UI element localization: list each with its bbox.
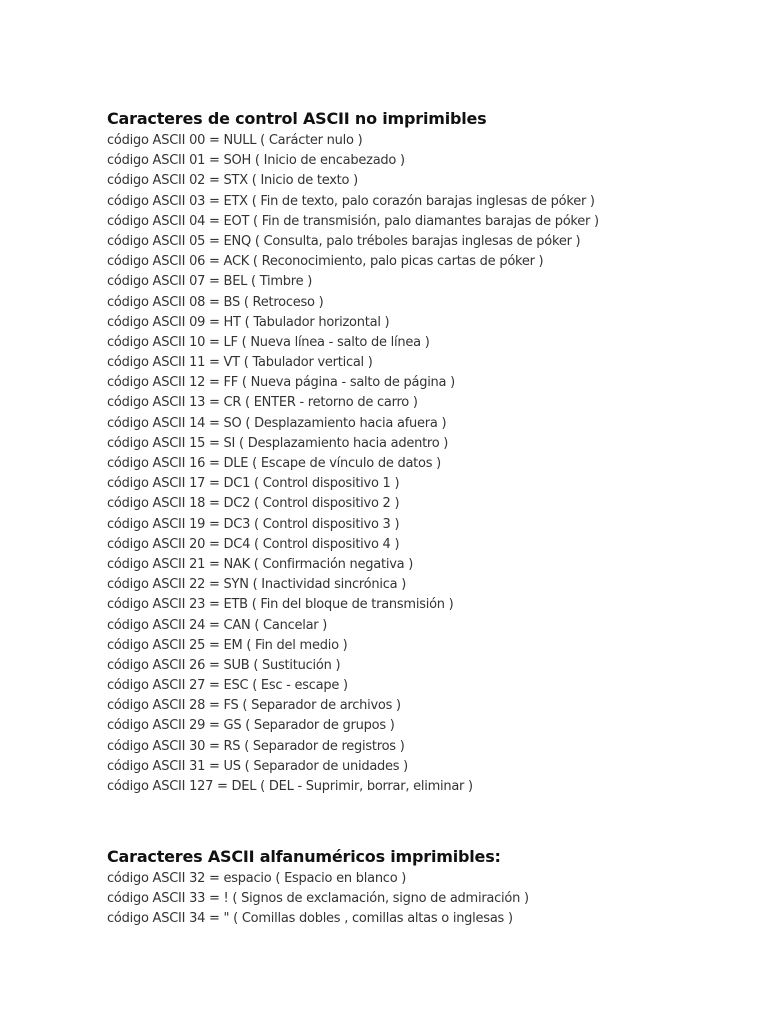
ascii-code-line: código ASCII 00 = NULL ( Carácter nulo ): [107, 133, 363, 148]
ascii-code-line: código ASCII 16 = DLE ( Escape de vínculo de datos ): [107, 456, 441, 471]
ascii-code-line: código ASCII 08 = BS ( Retroceso ): [107, 294, 324, 310]
ascii-code-line: código ASCII 31 = US ( Separador de unidades ): [107, 758, 409, 774]
ascii-code-line: código ASCII 13 = CR ( ENTER - retorno de carro ): [107, 395, 418, 411]
section-heading: Caracteres ASCII alfanuméricos imprimibles:: [107, 847, 501, 866]
ascii-code-line: código ASCII 03 = ETX ( Fin de texto, palo corazón barajas inglesas de póker ): [107, 193, 595, 209]
ascii-code-line: código ASCII 11 = VT ( Tabulador vertical ): [107, 355, 373, 371]
section-control-characters: [107, 107, 747, 797]
ascii-code-line: código ASCII 27 = ESC ( Esc - escape ): [107, 678, 348, 694]
ascii-code-line: código ASCII 23 = ETB ( Fin del bloque de transmisión ): [107, 597, 454, 613]
ascii-code-line: código ASCII 07 = BEL ( Timbre ): [107, 274, 313, 290]
ascii-code-line: código ASCII 26 = SUB ( Sustitución ): [107, 657, 341, 673]
ascii-code-line: código ASCII 30 = RS ( Separador de registros ): [107, 738, 405, 754]
ascii-code-line: código ASCII 19 = DC3 ( Control dispositivo 3 ): [107, 516, 400, 532]
ascii-code-line: código ASCII 14 = SO ( Desplazamiento hacia afuera ): [107, 415, 447, 431]
ascii-code-line: código ASCII 06 = ACK ( Reconocimiento, palo picas cartas de póker ): [107, 254, 544, 270]
ascii-code-line: código ASCII 127 = DEL ( DEL - Suprimir, borrar, eliminar ): [107, 779, 473, 794]
ascii-code-line: código ASCII 04 = EOT ( Fin de transmisión, palo diamantes barajas de póker ): [107, 213, 599, 229]
ascii-code-line: código ASCII 33 = ! ( Signos de exclamación, signo de admiración ): [107, 891, 529, 907]
ascii-code-line: código ASCII 34 = " ( Comillas dobles , comillas altas o inglesas ): [107, 911, 513, 927]
ascii-code-line: código ASCII 01 = SOH ( Inicio de encabezado ): [107, 153, 405, 169]
ascii-code-line: código ASCII 25 = EM ( Fin del medio ): [107, 637, 348, 653]
ascii-code-list: [107, 131, 747, 797]
ascii-code-line: código ASCII 02 = STX ( Inicio de texto ): [107, 173, 358, 189]
section-printable-characters: [107, 845, 747, 930]
ascii-code-line: código ASCII 22 = SYN ( Inactividad sincrónica ): [107, 577, 407, 593]
ascii-code-line: código ASCII 32 = espacio ( Espacio en blanco ): [107, 871, 407, 886]
section-heading: Caracteres de control ASCII no imprimibles: [107, 109, 487, 128]
ascii-code-line: código ASCII 21 = NAK ( Confirmación negativa ): [107, 556, 414, 572]
ascii-code-line: código ASCII 18 = DC2 ( Control dispositivo 2 ): [107, 496, 400, 512]
ascii-code-line: código ASCII 10 = LF ( Nueva línea - salto de línea ): [107, 334, 430, 350]
ascii-code-line: código ASCII 28 = FS ( Separador de archivos ): [107, 698, 401, 714]
ascii-code-list: [107, 869, 747, 930]
ascii-code-line: código ASCII 05 = ENQ ( Consulta, palo tréboles barajas inglesas de póker ): [107, 233, 581, 249]
ascii-code-line: código ASCII 09 = HT ( Tabulador horizontal ): [107, 314, 390, 330]
ascii-code-line: código ASCII 29 = GS ( Separador de grupos ): [107, 718, 395, 734]
ascii-code-line: código ASCII 15 = SI ( Desplazamiento hacia adentro ): [107, 435, 449, 451]
ascii-code-line: código ASCII 20 = DC4 ( Control dispositivo 4 ): [107, 536, 400, 552]
ascii-code-line: código ASCII 17 = DC1 ( Control dispositivo 1 ): [107, 476, 400, 492]
ascii-code-line: código ASCII 12 = FF ( Nueva página - salto de página ): [107, 375, 455, 391]
ascii-code-line: código ASCII 24 = CAN ( Cancelar ): [107, 617, 328, 633]
